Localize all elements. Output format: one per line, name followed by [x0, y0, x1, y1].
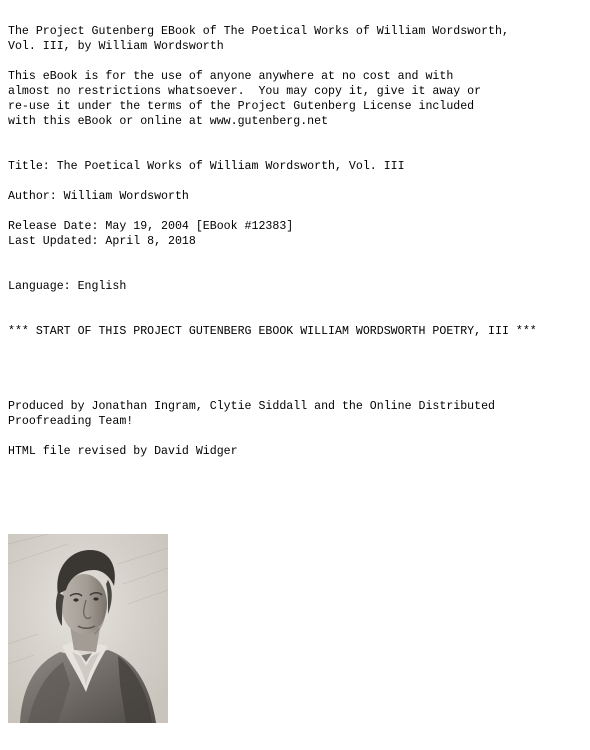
meta-last-updated: Last Updated: April 8, 2018: [8, 235, 196, 248]
license-line-2: almost no restrictions whatsoever. You may copy it, give it away or: [8, 85, 482, 98]
license-line-3: re-use it under the terms of the Project Gutenberg License included: [8, 100, 475, 113]
header-line-1: The Project Gutenberg EBook of The Poetical Works of William Wordsworth,: [8, 25, 509, 38]
credits-revision: HTML file revised by David Widger: [8, 445, 238, 458]
ebook-text: [8, 24, 583, 459]
meta-author: Author: William Wordsworth: [8, 190, 189, 203]
meta-title: Title: The Poetical Works of William Wordsworth, Vol. III: [8, 160, 405, 173]
license-line-1: This eBook is for the use of anyone anywhere at no cost and with: [8, 70, 454, 83]
wordsworth-portrait: [8, 534, 168, 723]
meta-language: Language: English: [8, 280, 127, 293]
header-line-2: Vol. III, by William Wordsworth: [8, 40, 224, 53]
license-line-4: with this eBook or online at www.gutenberg.net: [8, 115, 329, 128]
start-marker: *** START OF THIS PROJECT GUTENBERG EBOOK WILLIAM WORDSWORTH POETRY, III ***: [8, 325, 537, 338]
meta-release-date: Release Date: May 19, 2004 [EBook #12383]: [8, 220, 294, 233]
portrait-engraving-icon: [8, 534, 168, 723]
credits-line-2: Proofreading Team!: [8, 415, 134, 428]
credits-line-1: Produced by Jonathan Ingram, Clytie Siddall and the Online Distributed: [8, 400, 496, 413]
